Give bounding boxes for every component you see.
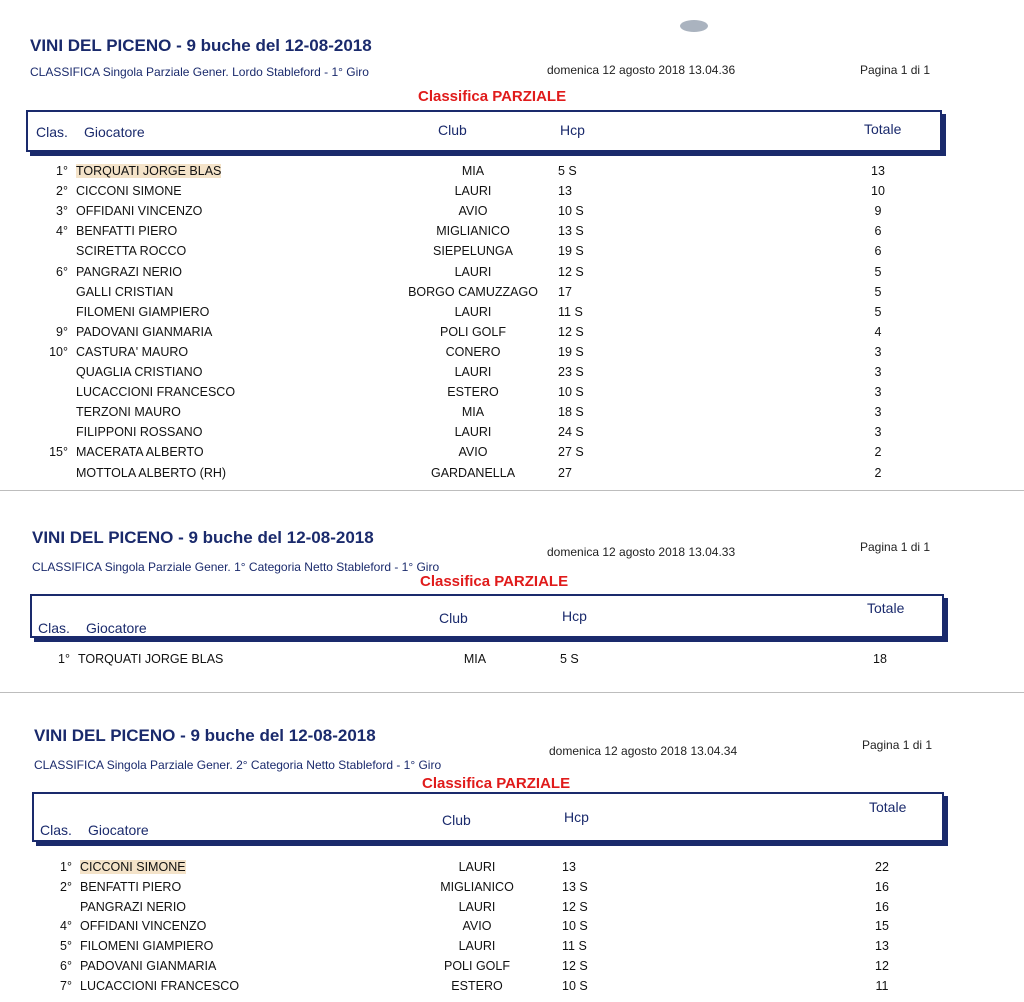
total-cell: 22: [875, 860, 889, 874]
handicap-cell: 12 S: [558, 324, 584, 339]
total-cell: 4: [874, 324, 882, 339]
col-hcp: Hcp: [564, 809, 589, 825]
player-name-cell: PADOVANI GIANMARIA: [76, 324, 213, 339]
table-row: [32, 939, 932, 959]
page-indicator: Pagina 1 di 1: [862, 738, 933, 752]
handicap-cell: 13: [558, 184, 572, 199]
handicap-cell: 12 S: [562, 959, 588, 973]
player-name-cell: MOTTOLA ALBERTO (RH): [76, 465, 227, 480]
club-cell: ESTERO: [451, 978, 503, 993]
col-clas: Clas.: [40, 822, 72, 838]
handicap-cell: 10 S: [558, 204, 584, 219]
club-cell: MIA: [463, 652, 487, 666]
club-cell: GARDANELLA: [430, 465, 516, 480]
player-name-cell: TORQUATI JORGE BLAS: [78, 652, 224, 666]
handicap-cell: 12 S: [562, 899, 588, 914]
table-row: [28, 405, 928, 425]
player-name-cell: TERZONI MAURO: [76, 405, 181, 420]
total-cell: 5: [874, 284, 882, 299]
total-cell: 10: [871, 184, 885, 199]
handicap-cell: 13 S: [558, 224, 584, 239]
column-header-box: [32, 792, 944, 842]
club-cell: AVIO: [462, 919, 492, 934]
total-cell: 9: [874, 204, 882, 219]
club-cell: LAURI: [454, 425, 492, 440]
player-name-cell: QUAGLIA CRISTIANO: [76, 365, 203, 379]
page-indicator: Pagina 1 di 1: [860, 540, 931, 554]
club-cell: MIGLIANICO: [440, 879, 514, 894]
table-row: [28, 425, 928, 445]
total-cell: 5: [874, 304, 882, 319]
table-row: [28, 184, 928, 204]
ranking-subtitle: CLASSIFICA Singola Parziale Gener. Lordo Stableford - 1° Giro: [30, 65, 369, 79]
player-name-cell: GALLI CRISTIAN: [76, 284, 174, 299]
handicap-cell: 10 S: [562, 919, 588, 934]
player-name-cell: OFFIDANI VINCENZO: [76, 204, 203, 219]
club-cell: LAURI: [454, 365, 492, 379]
total-cell: 6: [874, 244, 882, 259]
table-row: [32, 900, 932, 920]
col-totale: Totale: [867, 600, 905, 616]
table-row: [28, 204, 928, 224]
club-cell: SIEPELUNGA: [433, 244, 513, 259]
total-cell: 3: [874, 365, 882, 379]
position-cell: 2°: [56, 184, 68, 199]
player-name-cell: PADOVANI GIANMARIA: [80, 959, 217, 973]
handicap-cell: 24 S: [558, 425, 584, 440]
player-name-cell: FILOMENI GIAMPIERO: [76, 304, 210, 319]
event-title: VINI DEL PICENO - 9 buche del 12-08-2018: [32, 528, 374, 547]
handicap-cell: 12 S: [558, 264, 584, 279]
position-cell: 6°: [60, 959, 72, 973]
page-indicator: Pagina 1 di 1: [860, 63, 931, 77]
ranking-heading: Classifica PARZIALE: [420, 573, 569, 590]
col-clas: Clas.: [36, 124, 68, 140]
player-name-cell: PANGRAZI NERIO: [80, 899, 187, 914]
table-row: [28, 164, 928, 184]
handicap-cell: 18 S: [558, 405, 584, 420]
position-cell: 4°: [56, 224, 68, 239]
table-row: [32, 919, 932, 939]
club-cell: LAURI: [454, 264, 492, 279]
table-row: [28, 445, 928, 465]
handicap-cell: 17: [558, 284, 572, 299]
club-cell: LAURI: [458, 939, 496, 954]
ranking-heading: Classifica PARZIALE: [418, 88, 567, 105]
total-cell: 16: [875, 879, 889, 894]
table-row: [28, 385, 928, 405]
club-cell: MIA: [461, 405, 485, 420]
table-row: [32, 860, 932, 880]
player-name-cell: FILIPPONI ROSSANO: [76, 425, 203, 440]
total-cell: 3: [874, 425, 882, 440]
total-cell: 15: [875, 919, 889, 934]
table-row: [30, 652, 930, 672]
position-cell: 1°: [60, 860, 72, 874]
table-row: [28, 365, 928, 385]
player-name-cell: BENFATTI PIERO: [80, 879, 182, 894]
handicap-cell: 13: [562, 860, 576, 874]
table-row: [28, 224, 928, 244]
position-cell: 1°: [56, 164, 68, 178]
player-name-cell: TORQUATI JORGE BLAS: [76, 164, 222, 178]
table-row: [28, 244, 928, 264]
club-cell: ESTERO: [447, 385, 499, 400]
ranking-heading: Classifica PARZIALE: [422, 775, 571, 792]
ranking-subtitle: CLASSIFICA Singola Parziale Gener. 1° Categoria Netto Stableford - 1° Giro: [32, 560, 440, 574]
col-totale: Totale: [869, 799, 907, 815]
handicap-cell: 23 S: [558, 365, 584, 379]
club-cell: AVIO: [458, 204, 488, 219]
col-hcp: Hcp: [560, 122, 585, 138]
player-name-cell: OFFIDANI VINCENZO: [80, 919, 207, 934]
col-club: Club: [439, 610, 468, 626]
total-cell: 16: [875, 899, 889, 914]
handicap-cell: 11 S: [558, 304, 583, 319]
col-clas: Clas.: [38, 620, 70, 636]
total-cell: 12: [875, 959, 889, 973]
player-name-cell: LUCACCIONI FRANCESCO: [76, 385, 236, 400]
handicap-cell: 13 S: [562, 879, 588, 894]
player-name-cell: CICCONI SIMONE: [76, 184, 182, 199]
player-name-cell: BENFATTI PIERO: [76, 224, 178, 239]
club-cell: CONERO: [445, 344, 501, 359]
total-cell: 3: [874, 385, 882, 400]
table-row: [28, 466, 928, 486]
position-cell: 4°: [60, 919, 72, 934]
player-name-cell: CICCONI SIMONE: [80, 860, 186, 874]
club-cell: MIGLIANICO: [436, 224, 510, 239]
total-cell: 3: [874, 405, 882, 420]
club-cell: LAURI: [454, 304, 492, 319]
total-cell: 2: [874, 445, 882, 460]
handicap-cell: 5 S: [560, 652, 579, 666]
club-cell: LAURI: [458, 899, 496, 914]
position-cell: 3°: [56, 204, 68, 219]
event-title: VINI DEL PICENO - 9 buche del 12-08-2018: [34, 726, 376, 745]
position-cell: 9°: [56, 324, 68, 339]
club-cell: LAURI: [454, 184, 492, 199]
total-cell: 18: [873, 652, 887, 666]
total-cell: 13: [875, 939, 889, 954]
col-giocatore: Giocatore: [84, 124, 145, 140]
table-row: [28, 325, 928, 345]
handicap-cell: 19 S: [558, 344, 584, 359]
handicap-cell: 27 S: [558, 445, 584, 460]
table-row: [32, 979, 932, 999]
player-name-cell: PANGRAZI NERIO: [76, 264, 183, 279]
total-cell: 6: [874, 224, 882, 239]
page-edge: [0, 692, 1024, 693]
total-cell: 13: [871, 164, 885, 178]
table-row: [32, 880, 932, 900]
club-cell: LAURI: [458, 860, 496, 874]
handicap-cell: 27: [558, 465, 572, 480]
handicap-cell: 5 S: [558, 164, 577, 178]
total-cell: 2: [874, 465, 882, 480]
position-cell: 1°: [58, 652, 70, 666]
club-cell: AVIO: [458, 445, 488, 460]
handicap-cell: 19 S: [558, 244, 584, 259]
club-cell: MIA: [461, 164, 485, 178]
table-row: [28, 265, 928, 285]
total-cell: 11: [875, 978, 889, 993]
handicap-cell: 11 S: [562, 939, 587, 954]
col-club: Club: [442, 812, 471, 828]
table-row: [28, 285, 928, 305]
col-giocatore: Giocatore: [88, 822, 149, 838]
table-row: [28, 345, 928, 365]
col-totale: Totale: [864, 121, 902, 137]
event-title: VINI DEL PICENO - 9 buche del 12-08-2018: [30, 36, 372, 55]
total-cell: 3: [874, 344, 882, 359]
total-cell: 5: [874, 264, 882, 279]
col-giocatore: Giocatore: [86, 620, 147, 636]
club-cell: BORGO CAMUZZAGO: [408, 284, 538, 299]
position-cell: 5°: [60, 939, 72, 954]
position-cell: 15°: [49, 445, 68, 460]
print-date: domenica 12 agosto 2018 13.04.33: [547, 545, 736, 559]
print-date: domenica 12 agosto 2018 13.04.36: [547, 63, 736, 77]
column-header-box: [30, 594, 944, 638]
player-name-cell: FILOMENI GIAMPIERO: [80, 939, 214, 954]
position-cell: 2°: [60, 879, 72, 894]
handicap-cell: 10 S: [562, 978, 588, 993]
club-cell: POLI GOLF: [440, 324, 506, 339]
ranking-subtitle: CLASSIFICA Singola Parziale Gener. 2° Categoria Netto Stableford - 1° Giro: [34, 758, 442, 772]
table-row: [28, 305, 928, 325]
col-club: Club: [438, 122, 467, 138]
position-cell: 7°: [60, 978, 72, 993]
table-row: [32, 959, 932, 979]
club-cell: POLI GOLF: [444, 959, 510, 973]
player-name-cell: LUCACCIONI FRANCESCO: [80, 978, 240, 993]
position-cell: 6°: [56, 264, 68, 279]
player-name-cell: MACERATA ALBERTO: [76, 445, 204, 460]
print-date: domenica 12 agosto 2018 13.04.34: [549, 744, 738, 758]
column-header-box: [26, 110, 942, 152]
player-name-cell: CASTURA' MAURO: [76, 344, 189, 359]
position-cell: 10°: [49, 344, 68, 359]
handicap-cell: 10 S: [558, 385, 584, 400]
player-name-cell: SCIRETTA ROCCO: [76, 244, 187, 259]
col-hcp: Hcp: [562, 608, 587, 624]
scan-smudge: [680, 20, 708, 32]
page-edge: [0, 490, 1024, 491]
